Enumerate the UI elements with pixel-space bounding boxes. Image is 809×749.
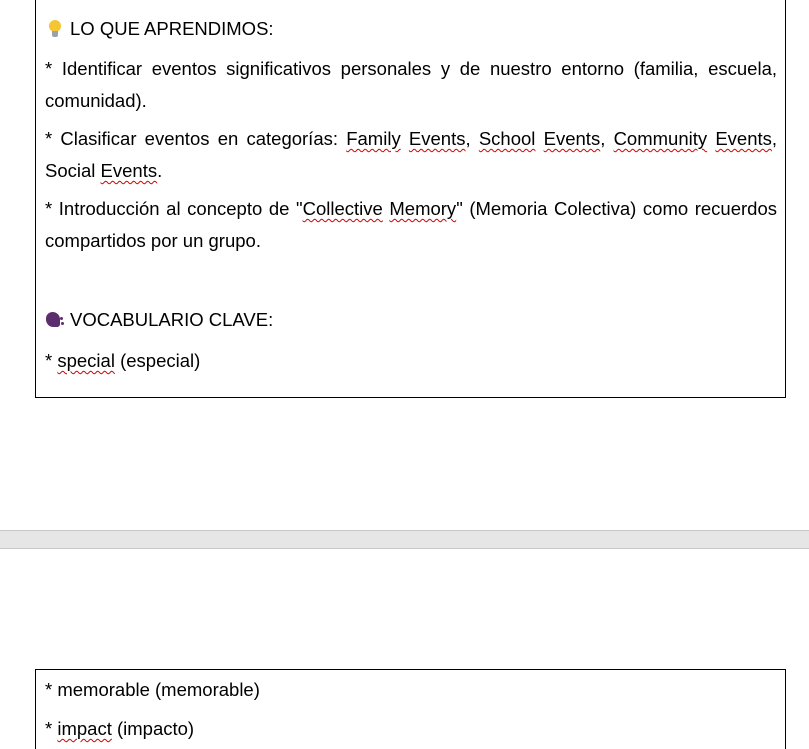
vocab-heading-text: VOCABULARIO CLAVE: bbox=[70, 309, 274, 330]
learned-item-1-line-2: comunidad). bbox=[45, 90, 147, 111]
learned-item-2-line-1: * Clasificar eventos en categorías: Family Events, School Events, Community Events, bbox=[45, 128, 778, 149]
page-break-gap bbox=[0, 530, 809, 549]
content-frame-continued bbox=[35, 669, 786, 749]
learned-item-2-line-2: Social Events. bbox=[45, 160, 163, 181]
document-page-2 bbox=[0, 549, 809, 742]
learned-item-1-line-1: * Identificar eventos significativos personales y de nuestro entorno (familia, escuela, bbox=[45, 58, 777, 79]
vocab-heading bbox=[45, 304, 777, 336]
lightbulb-icon bbox=[45, 19, 65, 39]
learned-heading-text: LO QUE APRENDIMOS: bbox=[70, 18, 274, 39]
vocab-item-memorable: * memorable (memorable) bbox=[45, 679, 260, 700]
vocab-item-impact: * impact (impacto) bbox=[45, 718, 195, 739]
learned-item-3-line-1: * Introducción al concepto de "Collective Memory" (Memoria Colectiva) como recuerdos bbox=[45, 198, 777, 219]
speaking-head-icon bbox=[45, 310, 65, 330]
learned-item-3-line-2: compartidos por un grupo. bbox=[45, 230, 261, 251]
content-frame bbox=[35, 0, 786, 398]
vocab-item-special: * special (especial) bbox=[45, 350, 201, 371]
learned-heading bbox=[45, 13, 777, 45]
